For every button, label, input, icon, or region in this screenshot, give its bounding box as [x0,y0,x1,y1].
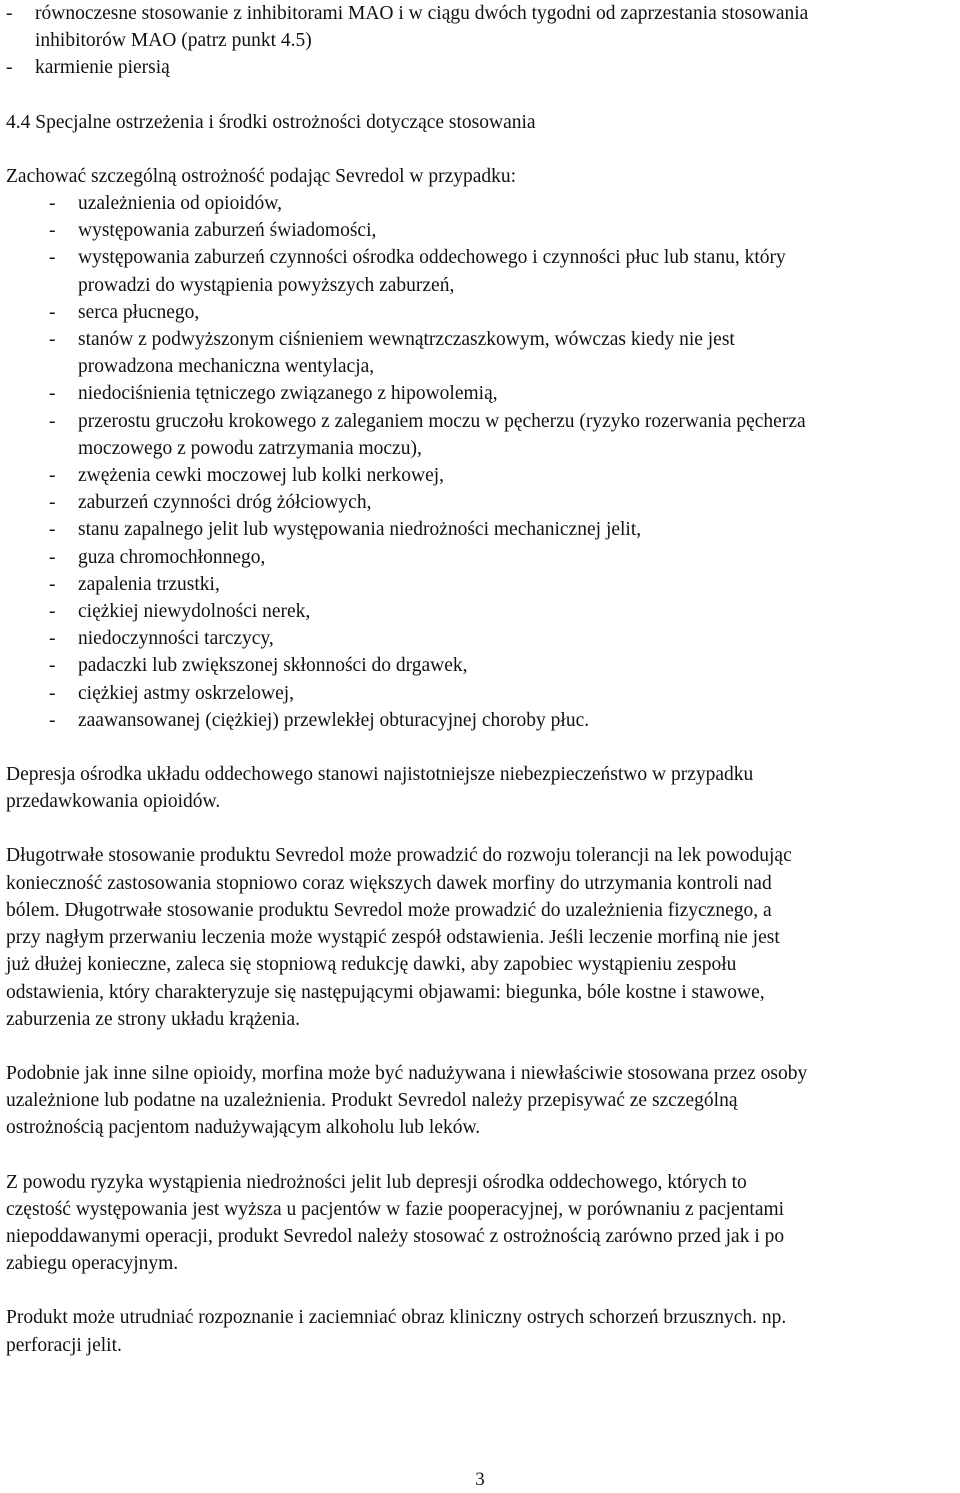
list-item-text: zwężenia cewki moczowej lub kolki nerkowej, [78,465,445,487]
list-item [49,625,956,652]
list-item-text: ciężkiej niewydolności nerek, [78,601,311,623]
paragraph-line: konieczność zastosowania stopniowo coraz większych dawek morfiny do utrzymania kontroli nad [6,872,772,894]
list-item-text: przerostu gruczołu krokowego z zaleganiem moczu w pęcherzu (ryzyko rozerwania pęcherza [78,410,806,432]
paragraph-line: już dłużej konieczne, zaleca się stopniową redukcję dawki, aby zapobiec wystąpieniu zespołu [6,954,737,976]
list-dash: - [49,247,56,269]
paragraph-line: bólem. Długotrwałe stosowanie produktu Sevredol może prowadzić do uzależnienia fizycznego, a [6,899,772,921]
list-item [49,516,956,543]
paragraph-line: Podobnie jak inne silne opioidy, morfina może być nadużywana i niewłaściwie stosowana przez osoby [6,1062,808,1084]
paragraph-line: zaburzenia ze strony układu krążenia. [6,1008,300,1030]
list-item-text: karmienie piersią [35,57,170,79]
list-dash: - [49,220,56,242]
list-item [49,544,956,571]
list-item [6,54,956,81]
top-list [6,0,956,82]
paragraph [6,761,956,815]
paragraph-line: ostrożnością pacjentom nadużywającym alkoholu lub leków. [6,1117,481,1139]
paragraph-line: Długotrwałe stosowanie produktu Sevredol może prowadzić do rozwoju tolerancji na lek powodując [6,845,792,867]
list-item [49,571,956,598]
paragraph-line: zabiegu operacyjnym. [6,1253,179,1275]
list-item [49,217,956,244]
list-item-text: serca płucnego, [78,301,200,323]
paragraph-line: Z powodu ryzyka wystąpienia niedrożności jelit lub depresji ośrodka oddechowego, których to [6,1171,747,1193]
list-dash: - [49,682,56,704]
list-item-text: zapalenia trzustki, [78,573,220,595]
paragraph [6,1304,956,1358]
paragraph-line: przedawkowania opioidów. [6,791,221,813]
paragraph [6,1060,956,1142]
list-item-text: niedoczynności tarczycy, [78,628,274,650]
section-title: 4.4 Specjalne ostrzeżenia i środki ostrożności dotyczące stosowania [6,111,536,133]
list-dash: - [49,628,56,650]
list-item [49,380,956,407]
list-item [49,244,956,298]
list-item [49,326,956,380]
document-page [6,0,956,1359]
list-item-text: zaawansowanej (ciężkiej) przewlekłej obturacyjnej choroby płuc. [78,709,590,731]
list-item-text: ciężkiej astmy oskrzelowej, [78,682,295,704]
paragraph-line: niepoddawanymi operacji, produkt Sevredol należy stosować z ostrożnością zarówno przed jak i po [6,1225,785,1247]
page-number: 3 [475,1469,485,1490]
list-dash: - [49,601,56,623]
list-dash: - [6,57,13,79]
list-item-text: stanu zapalnego jelit lub występowania niedrożności mechanicznej jelit, [78,519,642,541]
list-item [49,489,956,516]
precaution-list [6,190,956,734]
list-item-continuation: moczowego z powodu zatrzymania moczu), [78,437,422,459]
paragraph [6,1169,956,1278]
list-item-text: padaczki lub zwiększonej skłonności do drgawek, [78,655,468,677]
paragraph-line: uzależnione lub podatne na uzależnienia. Produkt Sevredol należy przepisywać ze szczególną [6,1090,738,1112]
list-item-continuation: inhibitorów MAO (patrz punkt 4.5) [35,30,312,52]
list-dash: - [49,519,56,541]
list-item [49,299,956,326]
list-dash: - [49,546,56,568]
list-item-text: niedociśnienia tętniczego związanego z hipowolemią, [78,383,498,405]
list-item [49,652,956,679]
section-intro: Zachować szczególną ostrożność podając Sevredol w przypadku: [6,165,517,187]
list-item [49,408,956,462]
list-dash: - [49,465,56,487]
list-item [6,0,956,54]
list-item-text: występowania zaburzeń czynności ośrodka oddechowego i czynności płuc lub stanu, który [78,247,786,269]
paragraph-line: Depresja ośrodka układu oddechowego stanowi najistotniejsze niebezpieczeństwo w przypadku [6,764,754,786]
list-dash: - [49,301,56,323]
list-dash: - [49,329,56,351]
paragraph [6,842,956,1032]
list-item-continuation: prowadzona mechaniczna wentylacja, [78,356,375,378]
list-dash: - [49,573,56,595]
list-item [49,190,956,217]
paragraph-line: odstawienia, który charakteryzuje się następującymi objawami: biegunka, bóle kostne i stawowe, [6,981,765,1003]
paragraph-line: Produkt może utrudniać rozpoznanie i zaciemniać obraz kliniczny ostrych schorzeń brzusznych. np. [6,1307,787,1329]
list-dash: - [49,383,56,405]
list-dash: - [49,492,56,514]
list-item-continuation: prowadzi do wystąpienia powyższych zaburzeń, [78,274,455,296]
paragraph-line: perforacji jelit. [6,1334,122,1356]
list-item [49,680,956,707]
list-item [49,707,956,734]
list-item-text: uzależnienia od opioidów, [78,193,282,215]
list-item-text: guza chromochłonnego, [78,546,266,568]
list-dash: - [49,410,56,432]
list-dash: - [6,3,13,24]
list-item-text: równoczesne stosowanie z inhibitorami MAO i w ciągu dwóch tygodni od zaprzestania stosowania [35,3,809,24]
list-dash: - [49,709,56,731]
list-dash: - [49,193,56,215]
list-item-text: stanów z podwyższonym ciśnieniem wewnątrzczaszkowym, wówczas kiedy nie jest [78,329,735,351]
list-item-text: występowania zaburzeń świadomości, [78,220,377,242]
list-item [49,462,956,489]
paragraph-line: przy nagłym przerwaniu leczenia może wystąpić zespół odstawienia. Jeśli leczenie morfiną nie jest [6,927,780,949]
paragraph-line: częstość występowania jest wyższa u pacjentów w fazie pooperacyjnej, w porównaniu z pacjentami [6,1198,785,1220]
list-item-text: zaburzeń czynności dróg żółciowych, [78,492,372,514]
list-dash: - [49,655,56,677]
list-item [49,598,956,625]
